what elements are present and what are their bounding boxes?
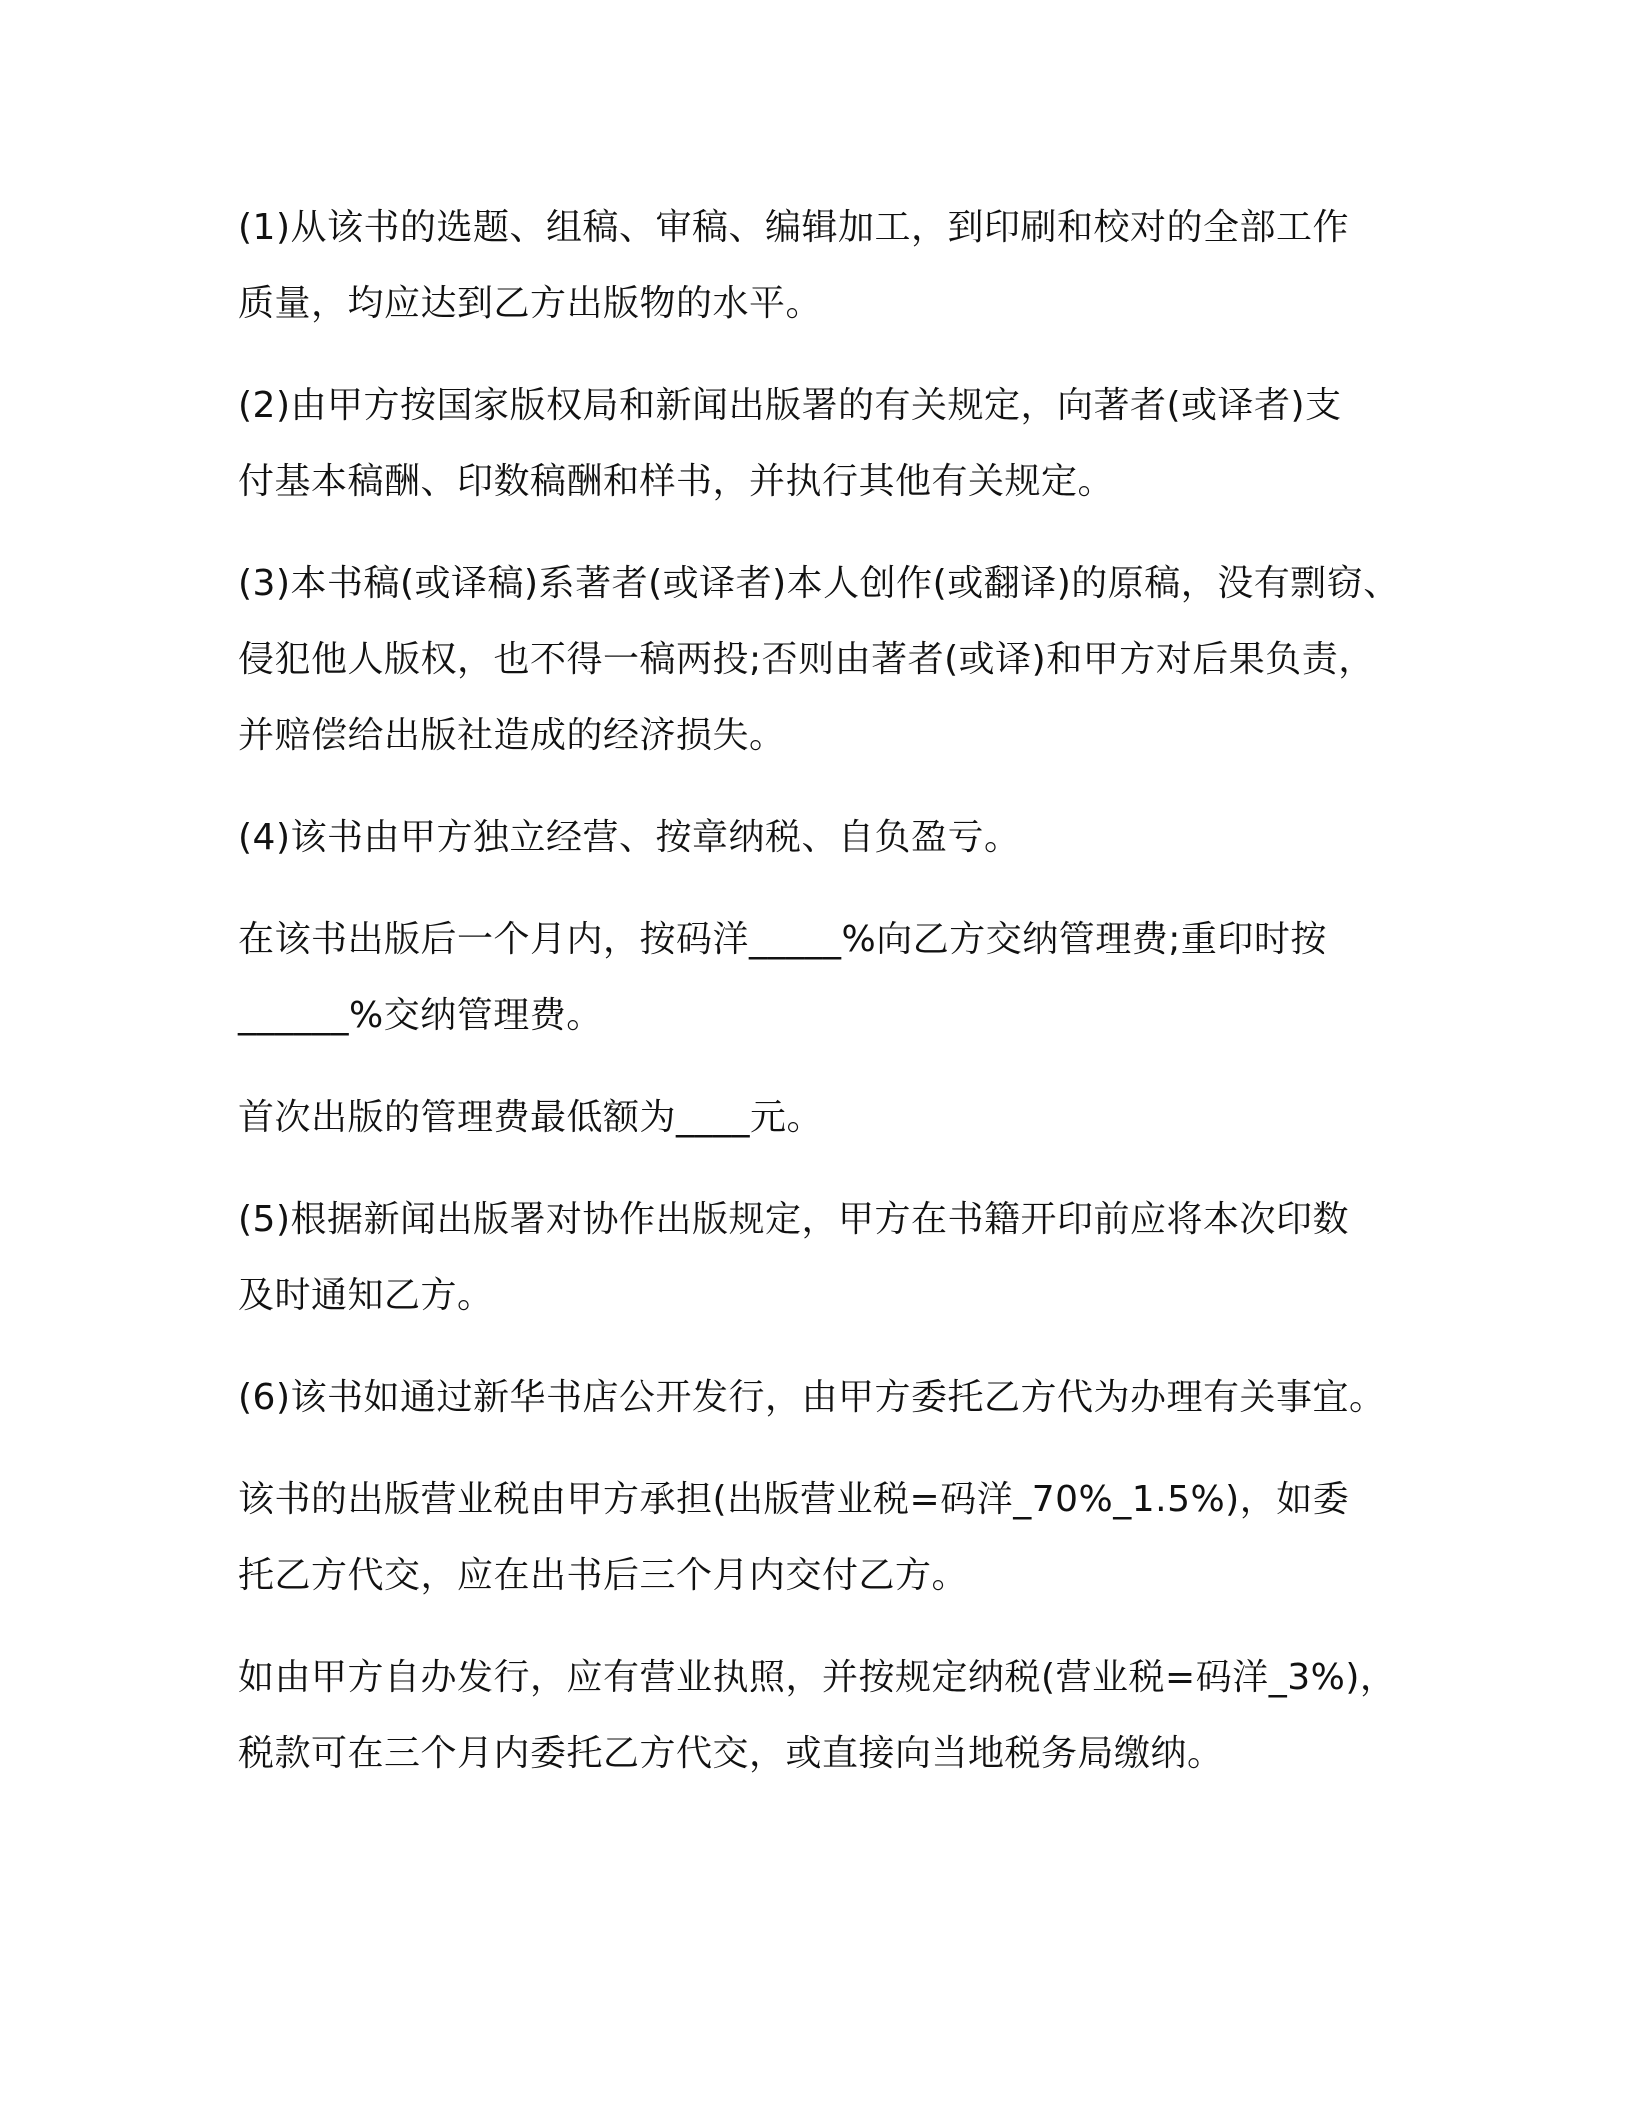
text-line: 托乙方代交，应在出书后三个月内交付乙方。 xyxy=(238,1555,969,1596)
clause-2 xyxy=(238,368,1408,520)
business-tax-paragraph xyxy=(238,1462,1408,1614)
text-line: 税款可在三个月内委托乙方代交，或直接向当地税务局缴纳。 xyxy=(238,1733,1224,1774)
text-line: ______%交纳管理费。 xyxy=(238,995,603,1036)
text-line: 在该书出版后一个月内，按码洋_____%向乙方交纳管理费;重印时按 xyxy=(238,919,1327,960)
text-line: 该书的出版营业税由甲方承担(出版营业税=码洋_70%_1.5%)，如委 xyxy=(238,1479,1350,1520)
text-line: 首次出版的管理费最低额为____元。 xyxy=(238,1097,824,1138)
clause-1 xyxy=(238,190,1408,342)
text-line: 质量，均应达到乙方出版物的水平。 xyxy=(238,283,823,324)
text-line: (3)本书稿(或译稿)系著者(或译者)本人创作(或翻译)的原稿，没有剽窃、 xyxy=(238,563,1400,604)
text-line: 及时通知乙方。 xyxy=(238,1275,494,1316)
text-line: (5)根据新闻出版署对协作出版规定，甲方在书籍开印前应将本次印数 xyxy=(238,1199,1349,1240)
clause-4 xyxy=(238,800,1408,876)
self-distribution-paragraph xyxy=(238,1640,1408,1792)
text-line: 如由甲方自办发行，应有营业执照，并按规定纳税(营业税=码洋_3%)， xyxy=(238,1657,1397,1698)
text-line: 侵犯他人版权，也不得一稿两投;否则由著者(或译)和甲方对后果负责， xyxy=(238,639,1375,680)
minimum-fee-paragraph xyxy=(238,1080,1408,1156)
text-line: 付基本稿酬、印数稿酬和样书，并执行其他有关规定。 xyxy=(238,461,1115,502)
text-line: (1)从该书的选题、组稿、审稿、编辑加工，到印刷和校对的全部工作 xyxy=(238,207,1349,248)
text-line: (4)该书由甲方独立经营、按章纳税、自负盈亏。 xyxy=(238,817,1021,858)
text-line: (2)由甲方按国家版权局和新闻出版署的有关规定，向著者(或译者)支 xyxy=(238,385,1342,426)
document-page xyxy=(238,190,1408,1818)
management-fee-paragraph xyxy=(238,902,1408,1054)
clause-5 xyxy=(238,1182,1408,1334)
text-line: (6)该书如通过新华书店公开发行，由甲方委托乙方代为办理有关事宜。 xyxy=(238,1377,1386,1418)
clause-6 xyxy=(238,1360,1408,1436)
clause-3 xyxy=(238,546,1408,774)
text-line: 并赔偿给出版社造成的经济损失。 xyxy=(238,715,786,756)
